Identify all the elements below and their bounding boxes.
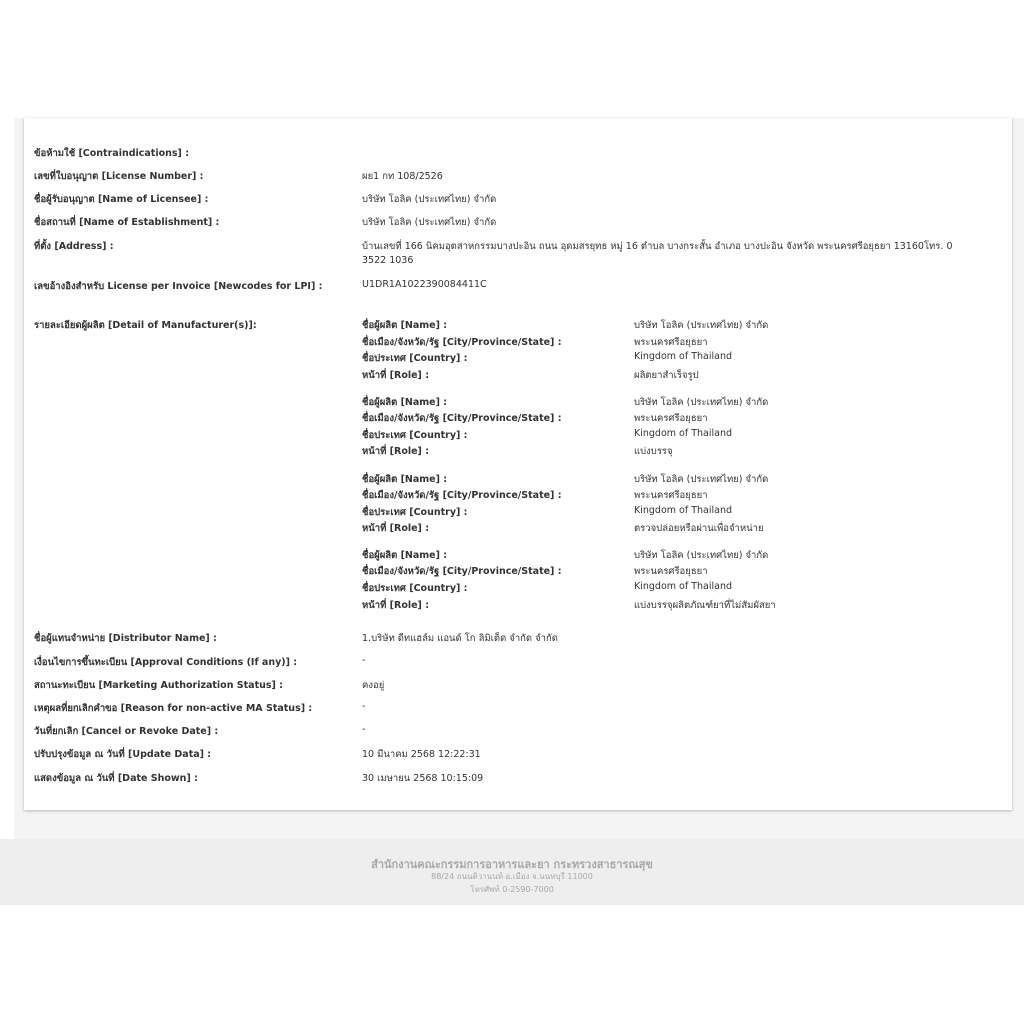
lpi-code-label: เลขอ้างอิงสำหรับ License per Invoice [Newcodes for LPI] : — [34, 281, 323, 292]
manufacturer-role-key: หน้าที่ [Role] : — [362, 523, 429, 534]
licensee-label: ชื่อผู้รับอนุญาต [Name of Licensee] : — [34, 194, 209, 205]
address-value-line2: 3522 1036 — [362, 255, 414, 266]
update-date-value: 10 มีนาคม 2568 12:22:31 — [362, 749, 481, 760]
manufacturer-city: พระนครศรีอยุธยา — [634, 566, 708, 577]
establishment-label: ชื่อสถานที่ [Name of Establishment] : — [34, 217, 220, 228]
manufacturer-role-key: หน้าที่ [Role] : — [362, 370, 429, 381]
licensee-value: บริษัท โอลิค (ประเทศไทย) จำกัด — [362, 194, 497, 205]
manufacturer-name-key: ชื่อผู้ผลิต [Name] : — [362, 550, 448, 561]
date-shown-value: 30 เมษายน 2568 10:15:09 — [362, 773, 484, 784]
cancel-date-value: - — [362, 724, 366, 735]
non-active-reason-label: เหตุผลที่ยกเลิกคำขอ [Reason for non-active MA Status] : — [34, 703, 313, 714]
footer — [0, 839, 1024, 905]
manufacturer-name-key: ชื่อผู้ผลิต [Name] : — [362, 474, 448, 485]
manufacturer-role-key: หน้าที่ [Role] : — [362, 446, 429, 457]
manufacturer-city: พระนครศรีอยุธยา — [634, 413, 708, 424]
license-number-value: ผย1 กท 108/2526 — [362, 171, 443, 182]
manufacturer-role: แบ่งบรรจุ — [634, 446, 673, 457]
manufacturer-country-key: ชื่อประเทศ [Country] : — [362, 430, 468, 441]
manufacturer-name: บริษัท โอลิค (ประเทศไทย) จำกัด — [634, 320, 769, 331]
lpi-code-value: U1DR1A1022390084411C — [362, 279, 487, 290]
manufacturer-city-key: ชื่อเมือง/จังหวัด/รัฐ [City/Province/State] : — [362, 490, 562, 501]
distributor-value: 1.บริษัท ดีทแฮล์ม แอนด์ โก ลิมิเต็ด จำกัด จำกัด — [362, 633, 558, 644]
manufacturer-city-key: ชื่อเมือง/จังหวัด/รัฐ [City/Province/State] : — [362, 337, 562, 348]
manufacturer-country-key: ชื่อประเทศ [Country] : — [362, 583, 468, 594]
address-value: บ้านเลขที่ 166 นิคมอุตสาหกรรมบางปะอิน ถนน อุดมสรยุทธ หมู่ 16 ตำบล บางกระสั้น อำเภอ บางปะอิน จังหวัด พระนครศรีอยุธยา 13160โทร. 0 — [362, 241, 953, 252]
manufacturer-country: Kingdom of Thailand — [634, 505, 733, 516]
manufacturer-name: บริษัท โอลิค (ประเทศไทย) จำกัด — [634, 550, 769, 561]
establishment-value: บริษัท โอลิค (ประเทศไทย) จำกัด — [362, 217, 497, 228]
manufacturer-role: ตรวจปล่อยหรือผ่านเพื่อจำหน่าย — [634, 523, 764, 534]
manufacturer-country-key: ชื่อประเทศ [Country] : — [362, 507, 468, 518]
manufacturer-role-key: หน้าที่ [Role] : — [362, 600, 429, 611]
footer-address: 88/24 ถนนติวานนท์ อ.เมือง จ.นนทบุรี 11000 — [431, 872, 593, 881]
manufacturer-name-key: ชื่อผู้ผลิต [Name] : — [362, 397, 448, 408]
contraindications-label: ข้อห้ามใช้ [Contraindications] : — [34, 148, 190, 159]
manufacturer-country: Kingdom of Thailand — [634, 351, 733, 362]
manufacturer-role: แบ่งบรรจุผลิตภัณฑ์ยาที่ไม่สัมผัสยา — [634, 600, 776, 611]
manufacturer-city-key: ชื่อเมือง/จังหวัด/รัฐ [City/Province/State] : — [362, 413, 562, 424]
manufacturer-country: Kingdom of Thailand — [634, 581, 733, 592]
manufacturer-city-key: ชื่อเมือง/จังหวัด/รัฐ [City/Province/State] : — [362, 566, 562, 577]
license-number-label: เลขที่ใบอนุญาต [License Number] : — [34, 171, 204, 182]
address-label: ที่ตั้ง [Address] : — [34, 241, 114, 252]
manufacturer-name-key: ชื่อผู้ผลิต [Name] : — [362, 320, 448, 331]
approval-conditions-label: เงื่อนไขการขึ้นทะเบียน [Approval Conditions (If any)] : — [34, 657, 298, 668]
update-date-label: ปรับปรุงข้อมูล ณ วันที่ [Update Data] : — [34, 749, 212, 760]
manufacturer-name: บริษัท โอลิค (ประเทศไทย) จำกัด — [634, 474, 769, 485]
footer-org: สำนักงานคณะกรรมการอาหารและยา กระทรวงสาธารณสุข — [371, 858, 653, 871]
ma-status-label: สถานะทะเบียน [Marketing Authorization Status] : — [34, 680, 283, 691]
manufacturer-role: ผลิตยาสำเร็จรูป — [634, 370, 699, 381]
date-shown-label: แสดงข้อมูล ณ วันที่ [Date Shown] : — [34, 773, 198, 784]
cancel-date-label: วันที่ยกเลิก [Cancel or Revoke Date] : — [34, 726, 219, 737]
manufacturer-country-key: ชื่อประเทศ [Country] : — [362, 353, 468, 364]
manufacturer-city: พระนครศรีอยุธยา — [634, 337, 708, 348]
manufacturer-label: รายละเอียดผู้ผลิต [Detail of Manufacturer(s)]: — [34, 320, 257, 331]
manufacturer-city: พระนครศรีอยุธยา — [634, 490, 708, 501]
manufacturer-country: Kingdom of Thailand — [634, 428, 733, 439]
ma-status-value: คงอยู่ — [362, 680, 385, 691]
distributor-label: ชื่อผู้แทนจำหน่าย [Distributor Name] : — [34, 633, 217, 644]
approval-conditions-value: - — [362, 655, 366, 666]
manufacturer-name: บริษัท โอลิค (ประเทศไทย) จำกัด — [634, 397, 769, 408]
footer-phone: โทรศัพท์ 0-2590-7000 — [470, 885, 554, 894]
non-active-reason-value: - — [362, 701, 366, 712]
